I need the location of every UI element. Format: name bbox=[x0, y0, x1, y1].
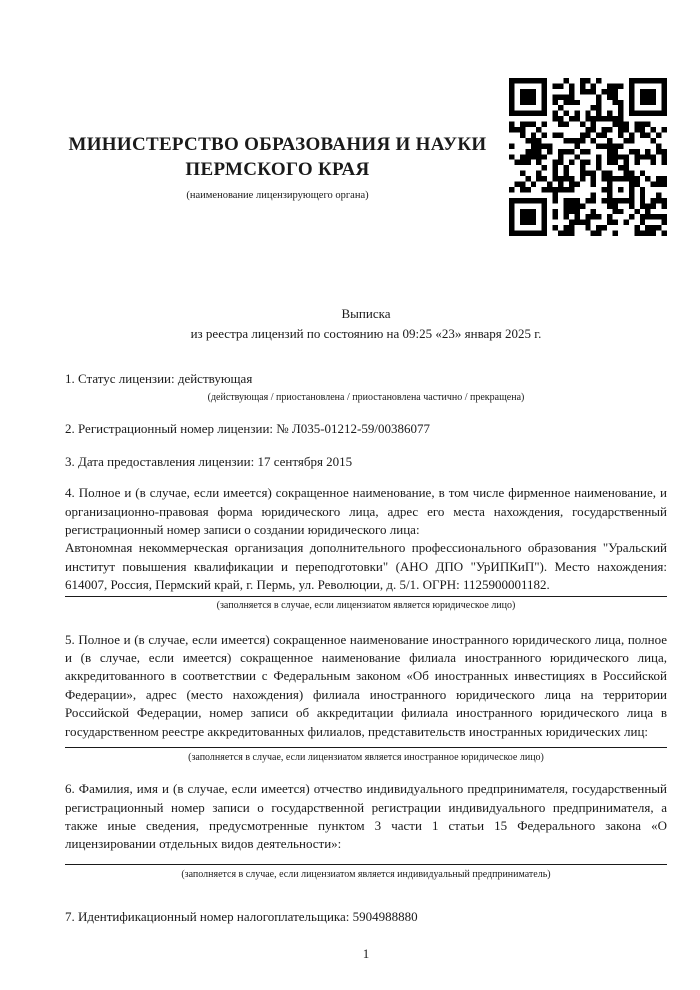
legal-entity-label: 4. Полное и (в случае, если имеется) сокращенное наименование, в том числе фирменное наименование, и организационно-правовая форма юридического лица, адрес его места нахождения, государственный регистрационный номер записи о создании юридического лица: bbox=[65, 485, 667, 538]
qr-code-icon bbox=[509, 78, 667, 236]
document-header bbox=[65, 78, 667, 238]
foreign-entity-item: 5. Полное и (в случае, если имеется) сокращенное наименование иностранного юридического лица, полное и (в случае, если имеется) сокращенное наименование филиала иностранного юридического лица, аккредитованного в соответствии с Федеральным законом «Об иностранных инвестициях в Российской Федерации», адрес (место нахождения) филиала иностранного юридического лица на территории Российской Федерации, номер записи об аккредитации филиала иностранного юридического лица в государственном реестре аккредитованных филиалов, представительств иностранных юридических лиц: bbox=[65, 631, 667, 739]
document-title: Выписка bbox=[341, 306, 391, 321]
foreign-entity-caption: (заполняется в случае, если лицензиатом является иностранное юридическое лицо) bbox=[188, 752, 544, 764]
grant-date-item: 3. Дата предоставления лицензии: 17 сентября 2015 bbox=[65, 453, 353, 469]
license-status-caption: (действующая / приостановлена / приостановлена частично / прекращена) bbox=[207, 392, 525, 404]
ministry-name-line1: МИНИСТЕРСТВО ОБРАЗОВАНИЯ И НАУКИ bbox=[68, 134, 487, 155]
document-title-date-line: из реестра лицензий по состоянию на 09:25 «23» января 2025 г. bbox=[190, 325, 542, 341]
foreign-entity-field-line bbox=[65, 747, 667, 748]
entrepreneur-item: 6. Фамилия, имя и (в случае, если имеется) отчество индивидуального предпринимателя, государственный регистрационный номер записи о государственной регистрации индивидуального предпринимателя, а также иные сведения, предусмотренные пунктом 3 части 1 статьи 15 Федерального закона «О лицензировании отдельных видов деятельности»: bbox=[65, 781, 667, 852]
licensing-authority-block bbox=[65, 132, 490, 202]
taxpayer-number-item: 7. Идентификационный номер налогоплательщика: 5904988880 bbox=[65, 908, 418, 924]
legal-entity-item bbox=[65, 484, 667, 594]
legal-entity-field-line bbox=[65, 596, 667, 597]
entrepreneur-field-line bbox=[65, 864, 667, 865]
legal-entity-caption: (заполняется в случае, если лицензиатом является юридическое лицо) bbox=[216, 599, 516, 611]
registration-number-item: 2. Регистрационный номер лицензии: № Л035-01212-59/00386077 bbox=[65, 421, 431, 437]
document-title-block bbox=[65, 304, 667, 343]
ministry-name-line2: ПЕРМСКОГО КРАЯ bbox=[185, 159, 370, 180]
licensing-authority-caption: (наименование лицензирующего органа) bbox=[186, 190, 369, 201]
entrepreneur-caption: (заполняется в случае, если лицензиатом является индивидуальный предприниматель) bbox=[181, 868, 551, 880]
license-status-item: 1. Статус лицензии: действующая bbox=[65, 371, 253, 386]
legal-entity-value: Автономная некоммерческая организация дополнительного профессионального образования "Уральский институт повышения квалификации и переподготовки" (АНО ДПО "УрИПКиП"). Место нахождения: 614007, Россия, Пермский край, г. Пермь, ул. Революции, д. 5/1. ОГРН: 1125900001182. bbox=[65, 540, 667, 593]
page-number: 1 bbox=[362, 946, 370, 962]
